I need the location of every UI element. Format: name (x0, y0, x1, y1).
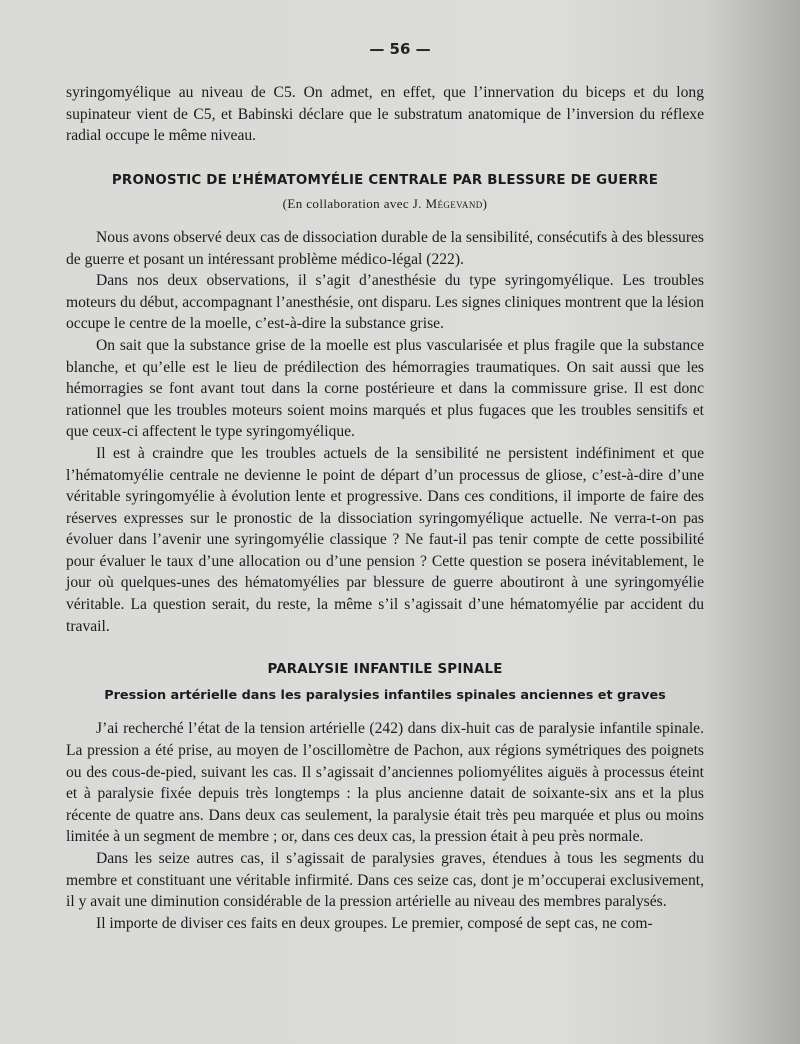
collaboration-prefix: (En collaboration avec J. (282, 196, 422, 212)
page-number: — 56 — (369, 40, 431, 58)
section-title-pronostic: PRONOSTIC DE L’HÉMATOMYÉLIE CENTRALE PAR BLESSURE DE GUERRE (111, 172, 659, 188)
collaboration-note (66, 193, 704, 215)
section-title-paralysie: PARALYSIE INFANTILE SPINALE (267, 662, 503, 678)
page-content (66, 82, 704, 934)
paragraph: Il importe de diviser ces faits en deux groupes. Le premier, composé de sept cas, ne com- (96, 914, 653, 932)
paragraph: Dans nos deux observations, il s’agit d’anesthésie du type syringomyélique. Les troubles moteurs du début, accompagnant l’anesthésie, ont disparu. Les signes cliniques montrent que la lésion occupe le centre de la moelle, c’est-à-dire la substance grise. (66, 272, 704, 333)
paragraph: Nous avons observé deux cas de dissociation durable de la sensibilité, consécutifs à des blessures de guerre et posant un intéressant problème médico-légal (222). (66, 228, 704, 268)
collaboration-suffix: ) (482, 196, 488, 212)
paragraph: Il est à craindre que les troubles actuels de la sensibilité ne persistent indéfiniment et que l’hématomyélie centrale ne devienne le point de départ d’un processus de gliose, c’est-à-dire d’une véritable syringomyélie à évolution lente et progressive. Dans ces conditions, il importe de faire des réserves expresses sur le pronostic de la dissociation syringomyélique actuelle. Ne verra-t-on pas évoluer dans l’avenir une syringomyélie classique ? Ne faut-il pas tenir compte de cette possibilité pour évaluer le taux d’une allocation ou d’une pension ? Cette question se posera inévitablement, le jour où quelques-unes des hématomyélies par blessure de guerre aboutiront à une syringomyélie véritable. La question serait, du reste, la même s’il s’agissait d’une hématomyélie par accident du travail. (66, 444, 704, 635)
intro-paragraph: syringomyélique au niveau de C5. On admet, en effet, que l’innervation du biceps et du long supinateur vient de C5, et Babinski déclare que le substratum anatomique de l’inversion du réflexe radial occupe le même niveau. (66, 84, 704, 145)
section-subtitle: Pression artérielle dans les paralysies infantiles spinales anciennes et graves (104, 687, 666, 703)
paragraph: On sait que la substance grise de la moelle est plus vascularisée et plus fragile que la substance blanche, et qu’elle est le lieu de prédilection des hémorragies traumatiques. On sait aussi que les hémorragies se font avant tout dans la corne postérieure et dans la commissure grise. Il est donc rationnel que les troubles moteurs soient moins marqués et plus fugaces que les troubles sensitifs et que ceux-ci affectent le type syringomyélique. (66, 336, 704, 441)
paragraph: Dans les seize autres cas, il s’agissait de paralysies graves, étendues à tous les segments du membre et constituant une véritable infirmité. Dans ces seize cas, dont je m’occuperai exclusivement, il y avait une diminution considérable de la pression artérielle au niveau des membres paralysés. (66, 850, 704, 911)
paragraph: J’ai recherché l’état de la tension artérielle (242) dans dix-huit cas de paralysie infantile spinale. La pression a été prise, au moyen de l’oscillomètre de Pachon, aux régions symétriques des poignets ou des cous-de-pied, suivant les cas. Il s’agissait d’anciennes poliomyélites aiguës à processus éteint et à paralysie fixée depuis très longtemps : la plus ancienne datait de soixante-six ans et la plus récente de quatre ans. Dans deux cas seulement, la paralysie était très peu marquée et plus ou moins limitée à un segment de membre ; or, dans ces deux cas, la pression était à peu près normale. (66, 720, 704, 846)
collaborator-name: Mégevand (425, 196, 483, 212)
